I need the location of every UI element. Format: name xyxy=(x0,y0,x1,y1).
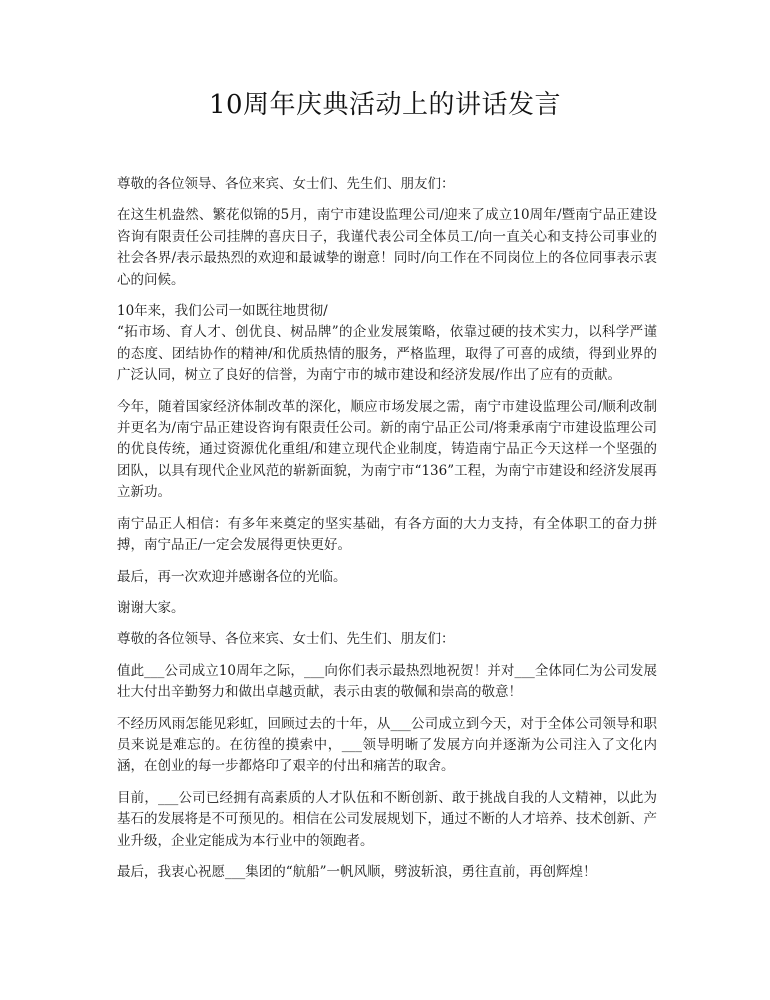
document-body xyxy=(117,174,657,893)
paragraph-wishes: 最后，我衷心祝愿___集团的“航船”一帆风顺，劈波斩浪，勇往直前，再创辉煌！ xyxy=(117,863,597,880)
page-title: 10周年庆典活动上的讲话发言 xyxy=(208,90,562,120)
paragraph-congratulations: 值此___公司成立10周年之际，___向你们表示最热烈地祝贺！并对___全体同仁为公司发展壮大付出辛勤努力和做出卓越贡献，表示由衷的敬佩和崇高的敬意！ xyxy=(117,662,657,701)
paragraph-welcome: 在这生机盎然、繁花似锦的5月，南宁市建设监理公司/迎来了成立10周年/暨南宁品正建设咨询有限责任公司挂牌的喜庆日子，我谨代表公司全体员工/向一直关心和支持公司事业的社会各界/表示最热烈的欢迎和最诚挚的谢意！同时/向工作在不同岗位上的各位同事表示衷心的问候。 xyxy=(117,207,657,288)
paragraph-ten-years: 10年来，我们公司一如既往地贯彻/ “拓市场、育人才、创优良、树品牌”的企业发展策略，依靠过硬的技术实力，以科学严谨的态度、团结协作的精神/和优质热情的服务，严格监理，取得了可喜的成绩，得到业界的广泛认同，树立了良好的信誉，为南宁市的城市建设和经济发展/作出了应有的贡献。 xyxy=(117,303,657,384)
paragraph-review: 不经历风雨怎能见彩虹，回顾过去的十年，从___公司成立到今天，对于全体公司领导和职员来说是难忘的。在彷徨的摸索中，___领导明晰了发展方向并逐渐为公司注入了文化内涵，在创业的每一步都烙印了艰辛的付出和痛苦的取舍。 xyxy=(117,715,657,775)
paragraph-confidence: 南宁品正人相信：有多年来奠定的坚实基础，有各方面的大力支持，有全体职工的奋力拼搏，南宁品正/一定会发展得更快更好。 xyxy=(117,515,657,554)
paragraph-thanks: 谢谢大家。 xyxy=(117,599,185,616)
paragraph-reform: 今年，随着国家经济体制改革的深化，顺应市场发展之需，南宁市建设监理公司/顺利改制并更名为/南宁品正建设咨询有限责任公司。新的南宁品正公司/将秉承南宁市建设监理公司的优良传统，通过资源优化重组/和建立现代企业制度，铸造南宁品正今天这样一个坚强的团队，以具有现代企业风范的崭新面貌，为南宁市“136”工程，为南宁市建设和经济发展再立新功。 xyxy=(117,398,657,501)
paragraph-greeting-2: 尊敬的各位领导、各位来宾、女士们、先生们、朋友们： xyxy=(117,631,455,648)
paragraph-present: 目前，___公司已经拥有高素质的人才队伍和不断创新、敢于挑战自我的人文精神，以此为基石的发展将是不可预见的。相信在公司发展规划下，通过不断的人才培养、技术创新、产业升级，企业定能成为本行业中的领跑者。 xyxy=(117,789,657,849)
paragraph-closing: 最后，再一次欢迎并感谢各位的光临。 xyxy=(117,568,347,585)
paragraph-greeting: 尊敬的各位领导、各位来宾、女士们、先生们、朋友们： xyxy=(117,176,455,192)
